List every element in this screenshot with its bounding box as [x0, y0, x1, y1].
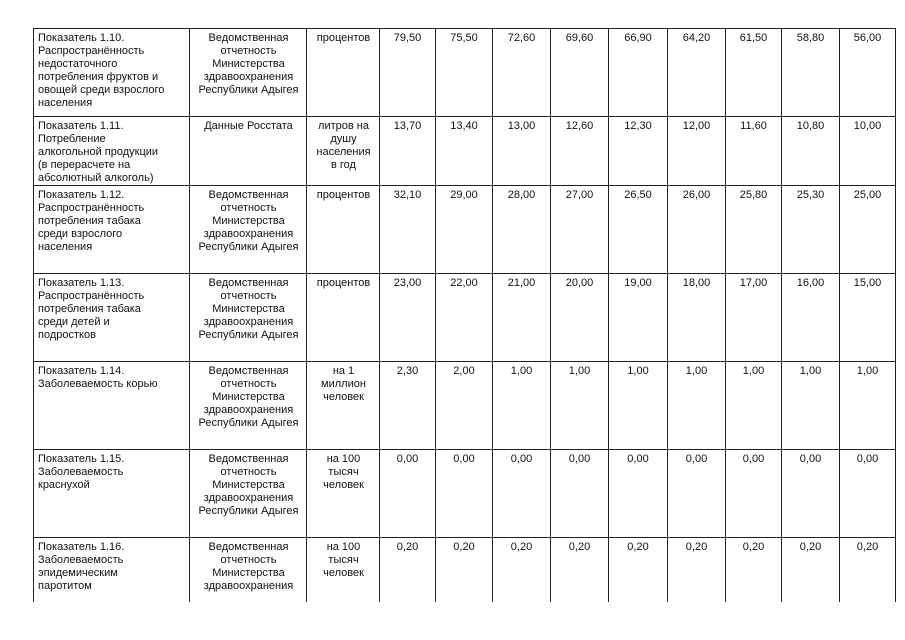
value-cell: 20,00 [551, 274, 609, 362]
value-cell: 0,00 [436, 450, 493, 538]
unit-cell [307, 29, 380, 117]
value-cell: 12,30 [609, 117, 668, 186]
value-cell: 0,20 [782, 538, 840, 602]
indicators-table [33, 28, 896, 602]
value-cell: 13,70 [380, 117, 436, 186]
table-row [34, 186, 896, 274]
value-cell: 26,00 [668, 186, 726, 274]
value-cell: 21,00 [493, 274, 551, 362]
value-cell: 56,00 [840, 29, 896, 117]
value-cell: 75,50 [436, 29, 493, 117]
value-cell: 72,60 [493, 29, 551, 117]
table-row [34, 117, 896, 186]
indicator-name-cell [34, 186, 190, 274]
value-cell: 0,20 [840, 538, 896, 602]
unit-cell [307, 450, 380, 538]
value-cell: 0,20 [493, 538, 551, 602]
indicator-name-cell [34, 450, 190, 538]
value-cell: 10,80 [782, 117, 840, 186]
indicator-name-cell [34, 29, 190, 117]
table-row [34, 450, 896, 538]
source-cell [190, 117, 307, 186]
value-cell: 0,00 [668, 450, 726, 538]
value-cell: 0,20 [436, 538, 493, 602]
table-row [34, 274, 896, 362]
data-source: Ведомственная отчетность Министерства здравоохранения Республики Адыгея [198, 453, 299, 517]
data-source: Данные Росстата [204, 120, 293, 132]
value-cell: 11,60 [726, 117, 782, 186]
value-cell: 23,00 [380, 274, 436, 362]
value-cell: 1,00 [782, 362, 840, 450]
unit: на 100 тысяч человек [323, 453, 364, 491]
table-row [34, 29, 896, 117]
value-cell: 15,00 [840, 274, 896, 362]
value-cell: 0,00 [782, 450, 840, 538]
indicator-name: Показатель 1.15. Заболеваемость краснухой [38, 453, 125, 491]
source-cell [190, 274, 307, 362]
unit: процентов [316, 189, 371, 201]
value-cell: 1,00 [840, 362, 896, 450]
unit: на 100 тысяч человек [323, 541, 364, 579]
value-cell: 1,00 [551, 362, 609, 450]
data-source: Ведомственная отчетность Министерства здравоохранения Республики Адыгея [198, 189, 299, 253]
unit-cell [307, 538, 380, 602]
value-cell: 0,20 [726, 538, 782, 602]
source-cell [190, 538, 307, 602]
unit: на 1 миллион человек [321, 365, 366, 403]
indicator-name: Показатель 1.16. Заболеваемость эпидемическим паротитом [38, 541, 125, 592]
value-cell: 1,00 [726, 362, 782, 450]
data-source: Ведомственная отчетность Министерства здравоохранения [203, 541, 294, 592]
value-cell: 1,00 [493, 362, 551, 450]
indicator-name: Показатель 1.10. Распространённость недостаточного потребления фруктов и овощей среди взрослого населения [38, 32, 165, 109]
source-cell [190, 362, 307, 450]
source-cell [190, 186, 307, 274]
value-cell: 32,10 [380, 186, 436, 274]
value-cell: 0,20 [551, 538, 609, 602]
indicator-name-cell [34, 538, 190, 602]
value-cell: 18,00 [668, 274, 726, 362]
value-cell: 0,00 [840, 450, 896, 538]
document-page [33, 28, 896, 602]
value-cell: 0,20 [609, 538, 668, 602]
data-source: Ведомственная отчетность Министерства здравоохранения Республики Адыгея [198, 277, 299, 341]
value-cell: 17,00 [726, 274, 782, 362]
indicator-name-cell [34, 362, 190, 450]
value-cell: 66,90 [609, 29, 668, 117]
unit-cell [307, 362, 380, 450]
value-cell: 61,50 [726, 29, 782, 117]
value-cell: 0,00 [551, 450, 609, 538]
value-cell: 64,20 [668, 29, 726, 117]
indicator-name: Показатель 1.11. Потребление алкогольной продукции (в перерасчете на абсолютный алкоголь) [38, 120, 159, 184]
value-cell: 1,00 [668, 362, 726, 450]
value-cell: 58,80 [782, 29, 840, 117]
indicator-name-cell [34, 117, 190, 186]
value-cell: 25,00 [840, 186, 896, 274]
data-source: Ведомственная отчетность Министерства здравоохранения Республики Адыгея [198, 32, 299, 96]
indicator-name: Показатель 1.14. Заболеваемость корью [38, 365, 158, 390]
value-cell: 0,20 [668, 538, 726, 602]
value-cell: 0,00 [493, 450, 551, 538]
value-cell: 22,00 [436, 274, 493, 362]
value-cell: 2,30 [380, 362, 436, 450]
value-cell: 26,50 [609, 186, 668, 274]
unit: процентов [316, 277, 371, 289]
value-cell: 0,00 [380, 450, 436, 538]
value-cell: 13,40 [436, 117, 493, 186]
value-cell: 12,00 [668, 117, 726, 186]
value-cell: 28,00 [493, 186, 551, 274]
value-cell: 27,00 [551, 186, 609, 274]
value-cell: 2,00 [436, 362, 493, 450]
value-cell: 25,80 [726, 186, 782, 274]
value-cell: 12,60 [551, 117, 609, 186]
value-cell: 10,00 [840, 117, 896, 186]
value-cell: 29,00 [436, 186, 493, 274]
value-cell: 1,00 [609, 362, 668, 450]
unit-cell [307, 186, 380, 274]
value-cell: 0,00 [609, 450, 668, 538]
value-cell: 0,20 [380, 538, 436, 602]
value-cell: 25,30 [782, 186, 840, 274]
unit-cell [307, 274, 380, 362]
table-row [34, 538, 896, 602]
value-cell: 16,00 [782, 274, 840, 362]
table-row [34, 362, 896, 450]
data-source: Ведомственная отчетность Министерства здравоохранения Республики Адыгея [198, 365, 299, 429]
unit-cell [307, 117, 380, 186]
indicator-name: Показатель 1.12. Распространённость потребления табака среди взрослого населения [38, 189, 145, 253]
value-cell: 13,00 [493, 117, 551, 186]
indicator-name-cell [34, 274, 190, 362]
unit: процентов [316, 32, 371, 44]
value-cell: 69,60 [551, 29, 609, 117]
source-cell [190, 450, 307, 538]
value-cell: 19,00 [609, 274, 668, 362]
source-cell [190, 29, 307, 117]
unit: литров на душу населения в год [316, 120, 371, 171]
indicator-name: Показатель 1.13. Распространённость потребления табака среди детей и подростков [38, 277, 145, 341]
value-cell: 79,50 [380, 29, 436, 117]
value-cell: 0,00 [726, 450, 782, 538]
